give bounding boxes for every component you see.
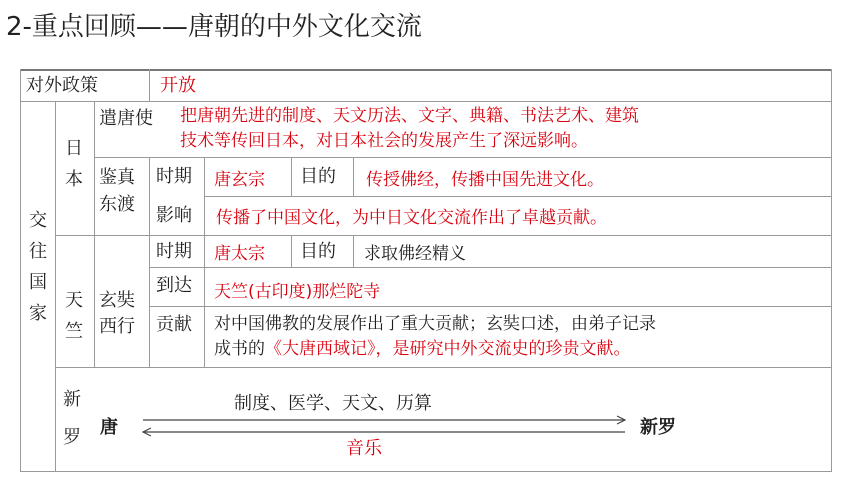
col-divider — [149, 69, 150, 102]
xuanzang-purpose-value: 求取佛经精义 — [364, 244, 466, 264]
col-divider — [291, 157, 292, 196]
table-bottom-border — [20, 471, 832, 472]
envoy-label: 遣唐使 — [99, 108, 153, 129]
jianzhen-period-label: 时期 — [156, 166, 192, 187]
silla-top-text: 制度、医学、天文、历算 — [234, 393, 432, 414]
xuanzang-label: 玄奘 西行 — [99, 290, 135, 337]
table-top-border — [20, 69, 832, 71]
contrib-line-2 — [214, 337, 656, 362]
exchange-countries-label: 交往国家 — [29, 210, 47, 324]
xuanzang-contrib-text — [214, 312, 656, 362]
india-label: 天竺 — [65, 290, 83, 342]
col-divider — [149, 157, 150, 367]
jianzhen-impact-label: 影响 — [156, 205, 192, 226]
col-divider — [353, 157, 354, 196]
col-divider — [204, 157, 205, 367]
jianzhen-period-value: 唐玄宗 — [214, 170, 265, 190]
table-left-border — [20, 69, 21, 472]
col-divider — [291, 235, 292, 267]
xuanzang-purpose-label: 目的 — [300, 241, 336, 262]
jianzhen-impact-value: 传播了中国文化，为中日文化交流作出了卓越贡献。 — [216, 208, 607, 228]
policy-value: 开放 — [160, 75, 196, 96]
row-divider — [56, 367, 832, 368]
silla-from-tang: 唐 — [100, 417, 118, 438]
xuanzang-contrib-label: 贡献 — [156, 314, 192, 335]
row-divider — [20, 101, 832, 102]
jianzhen-purpose-value: 传授佛经，传播中国先进文化。 — [366, 170, 604, 190]
policy-label: 对外政策 — [26, 75, 98, 96]
jianzhen-purpose-label: 目的 — [300, 166, 336, 187]
japan-label: 日本 — [65, 138, 83, 190]
xuanzang-period-value: 唐太宗 — [214, 244, 265, 264]
page-title: 2-重点回顾——唐朝的中外文化交流 — [6, 12, 422, 42]
col-divider — [353, 235, 354, 267]
xuanzang-arrive-value: 天竺(古印度)那烂陀寺 — [214, 282, 381, 302]
left-arrow — [143, 428, 625, 436]
jianzhen-label: 鉴真 东渡 — [99, 167, 135, 215]
row-divider — [204, 196, 832, 197]
contrib-line-2-red: 《大唐西域记》，是研究中外交流史的珍贵文献。 — [265, 339, 631, 359]
row-divider — [149, 267, 832, 268]
xuanzang-arrive-label: 到达 — [156, 275, 192, 296]
table-right-border — [831, 69, 832, 472]
envoy-text: 把唐朝先进的制度、天文历法、文字、典籍、书法艺术、建筑 技术等传回日本，对日本社会的发展产生了深远影响。 — [180, 106, 639, 151]
silla-bottom-text: 音乐 — [346, 438, 382, 459]
row-divider — [56, 235, 832, 236]
row-divider — [149, 306, 832, 307]
contrib-line-1: 对中国佛教的发展作出了重大贡献；玄奘口述，由弟子记录 — [214, 314, 656, 334]
exchange-arrows — [135, 414, 635, 438]
right-arrow — [143, 416, 625, 424]
xuanzang-period-label: 时期 — [156, 241, 192, 262]
silla-to-label: 新罗 — [640, 417, 676, 438]
col-divider — [94, 101, 95, 367]
contrib-line-2-plain: 成书的 — [214, 339, 265, 359]
col-divider — [55, 101, 56, 472]
silla-label: 新 罗 — [63, 389, 81, 448]
